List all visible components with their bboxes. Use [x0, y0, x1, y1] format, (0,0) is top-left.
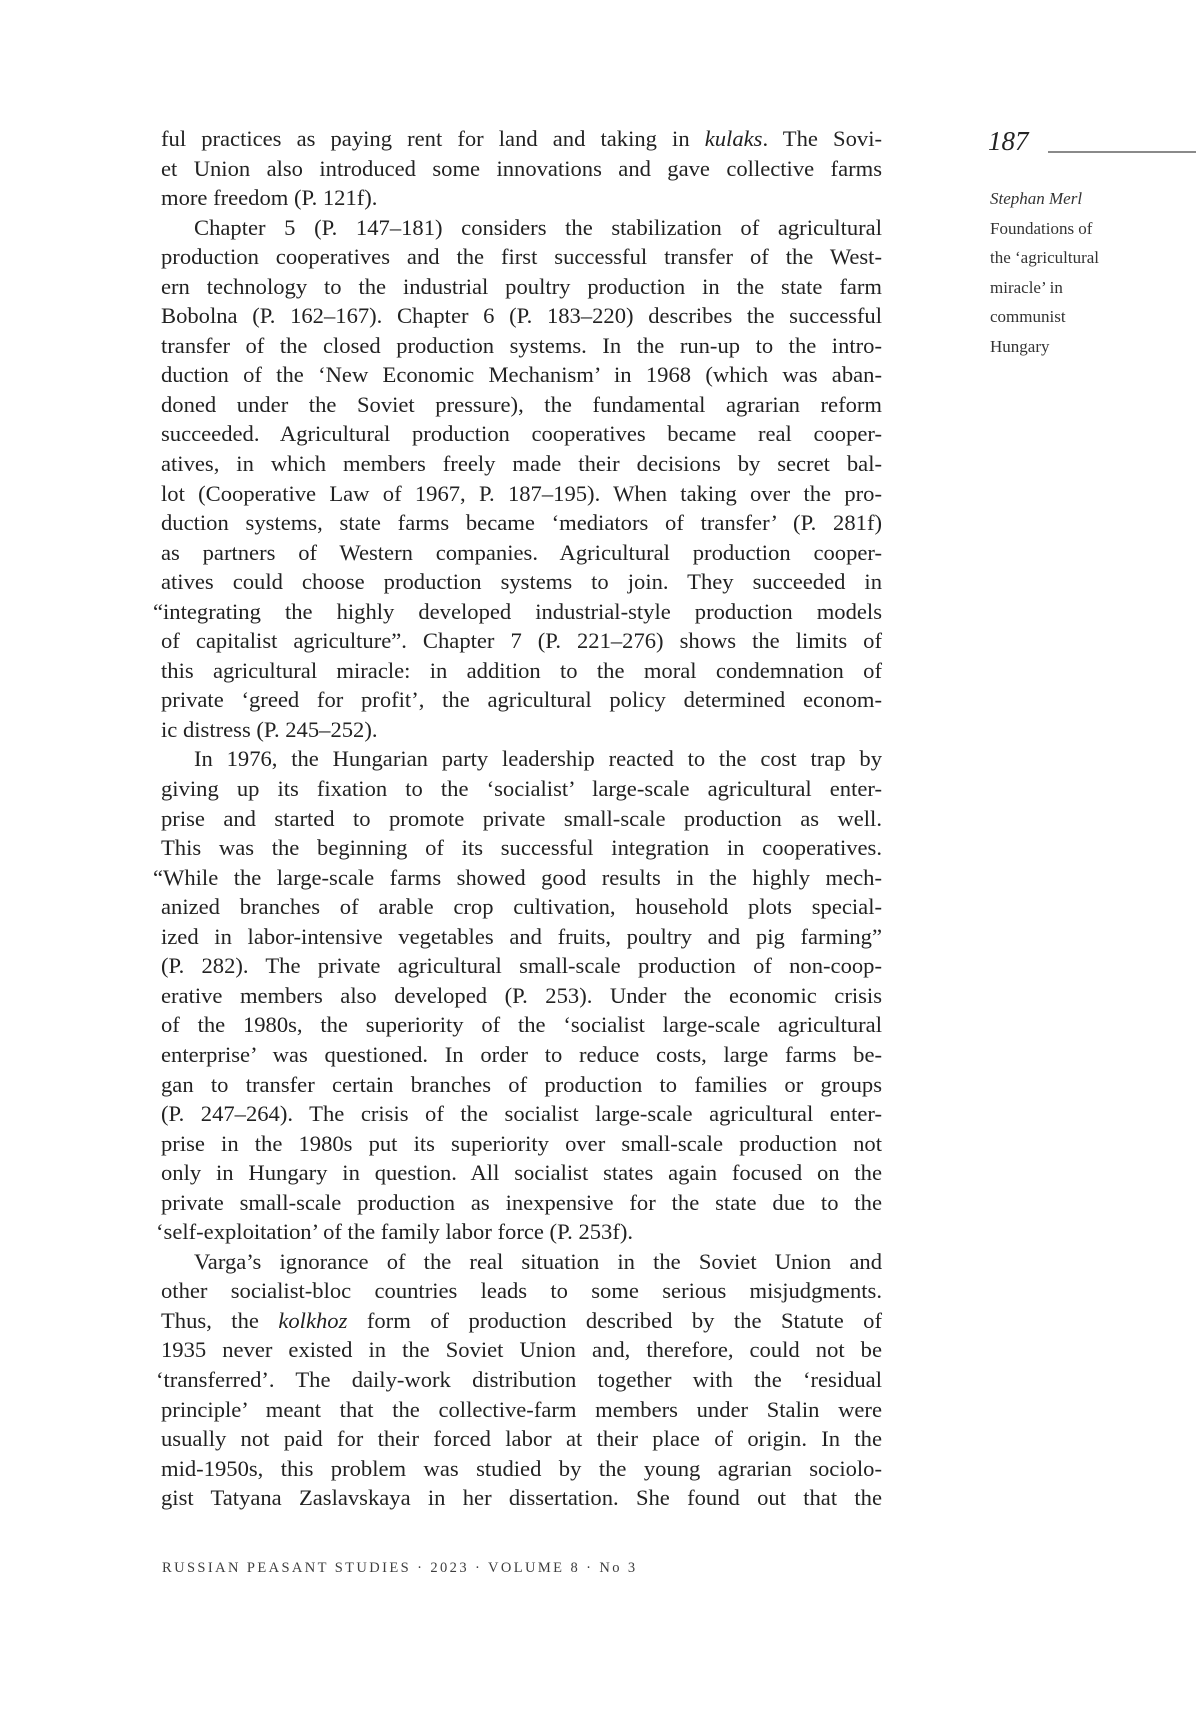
text-line: et Union also introduced some innovations and gave collective farms	[161, 155, 882, 181]
page-number: 187	[988, 126, 1029, 156]
text-line: This was the beginning of its successful integration in cooperatives.	[161, 835, 882, 861]
text-line: ern technology to the industrial poultry production in the state farm	[161, 273, 882, 299]
text-line: of capitalist agriculture”. Chapter 7 (P. 221–276) shows the limits of	[161, 628, 882, 654]
text-line: duction of the ‘New Economic Mechanism’ in 1968 (which was aban-	[161, 362, 882, 388]
margin-author: Stephan Merl	[990, 189, 1083, 208]
text-line: 1935 never existed in the Soviet Union and, therefore, could not be	[161, 1337, 882, 1363]
text-line: enterprise’ was questioned. In order to reduce costs, large farms be-	[161, 1041, 882, 1067]
text-line: this agricultural miracle: in addition to the moral condemnation of	[161, 657, 882, 683]
text-line: private small-scale production as inexpensive for the state due to the	[161, 1189, 882, 1215]
article-body	[153, 124, 882, 1513]
margin-title-line: the ‘agricultural	[990, 248, 1100, 267]
text-line: “integrating the highly developed industrial-style production models	[153, 598, 882, 624]
text-line: more freedom (P. 121f).	[161, 185, 378, 211]
text-line: only in Hungary in question. All socialist states again focused on the	[161, 1160, 882, 1186]
text-line: atives could choose production systems to join. They succeeded in	[161, 569, 882, 595]
text-line: usually not paid for their forced labor at their place of origin. In the	[161, 1426, 882, 1452]
text-line: other socialist-bloc countries leads to some serious misjudgments.	[161, 1278, 882, 1304]
text-line: of the 1980s, the superiority of the ‘socialist large-scale agricultural	[161, 1012, 882, 1038]
margin-title-line: miracle’ in	[990, 277, 1063, 297]
text-line: (P. 282). The private agricultural small-scale production of non-coop-	[161, 953, 882, 979]
text-line: atives, in which members freely made their decisions by secret bal-	[161, 451, 882, 477]
text-line: “While the large-scale farms showed good results in the highly mech-	[153, 864, 882, 890]
text-line: Bobolna (P. 162–167). Chapter 6 (P. 183–220) describes the successful	[161, 303, 882, 329]
text-line: Chapter 5 (P. 147–181) considers the stabilization of agricultural	[194, 214, 882, 240]
text-line: transfer of the closed production systems. In the run-up to the intro-	[161, 332, 882, 358]
text-line: gist Tatyana Zaslavskaya in her dissertation. She found out that the	[161, 1485, 882, 1511]
text-line: giving up its fixation to the ‘socialist’ large-scale agricultural enter-	[161, 776, 882, 802]
text-line: In 1976, the Hungarian party leadership reacted to the cost trap by	[194, 746, 882, 772]
text-line: anized branches of arable crop cultivation, household plots special-	[161, 894, 882, 920]
margin-article-title	[990, 214, 1160, 362]
text-line: doned under the Soviet pressure), the fundamental agrarian reform	[161, 391, 882, 417]
text-line: duction systems, state farms became ‘mediators of transfer’ (P. 281f)	[161, 510, 882, 536]
text-line: erative members also developed (P. 253). Under the economic crisis	[161, 982, 882, 1008]
journal-footer: RUSSIAN PEASANT STUDIES · 2023 · VOLUME 8 · No 3	[162, 1560, 638, 1576]
margin-title-line: communist	[990, 307, 1066, 326]
text-line: production cooperatives and the first successful transfer of the West-	[161, 244, 882, 270]
text-line: ic distress (P. 245–252).	[161, 716, 378, 742]
text-line: (P. 247–264). The crisis of the socialist large-scale agricultural enter-	[161, 1101, 882, 1127]
text-line: succeeded. Agricultural production cooperatives became real cooper-	[161, 421, 882, 447]
text-line: Thus, the kolkhoz form of production described by the Statute of	[161, 1307, 882, 1333]
text-line: ful practices as paying rent for land and taking in kulaks. The Sovi-	[161, 126, 882, 151]
text-line: principle’ meant that the collective-farm members under Stalin were	[161, 1396, 882, 1422]
text-line: ‘transferred’. The daily-work distribution together with the ‘residual	[156, 1366, 882, 1392]
text-line: prise in the 1980s put its superiority over small-scale production not	[161, 1130, 882, 1156]
margin-title-line: Foundations of	[990, 218, 1093, 238]
header-rule	[1048, 151, 1196, 153]
text-line: Varga’s ignorance of the real situation in the Soviet Union and	[194, 1248, 882, 1274]
text-line: prise and started to promote private small-scale production as well.	[161, 805, 882, 831]
text-line: ized in labor-intensive vegetables and fruits, poultry and pig farming”	[161, 923, 882, 949]
margin-title-line: Hungary	[990, 336, 1050, 356]
text-line: gan to transfer certain branches of production to families or groups	[161, 1071, 882, 1097]
text-line: lot (Cooperative Law of 1967, P. 187–195). When taking over the pro-	[161, 480, 882, 506]
margin-column	[990, 184, 1160, 361]
text-line: mid-1950s, this problem was studied by the young agrarian sociolo-	[161, 1455, 882, 1481]
text-line: private ‘greed for profit’, the agricultural policy determined econom-	[161, 687, 882, 713]
text-line: ‘self-exploitation’ of the family labor force (P. 253f).	[156, 1219, 634, 1245]
text-line: as partners of Western companies. Agricultural production cooper-	[161, 539, 882, 565]
